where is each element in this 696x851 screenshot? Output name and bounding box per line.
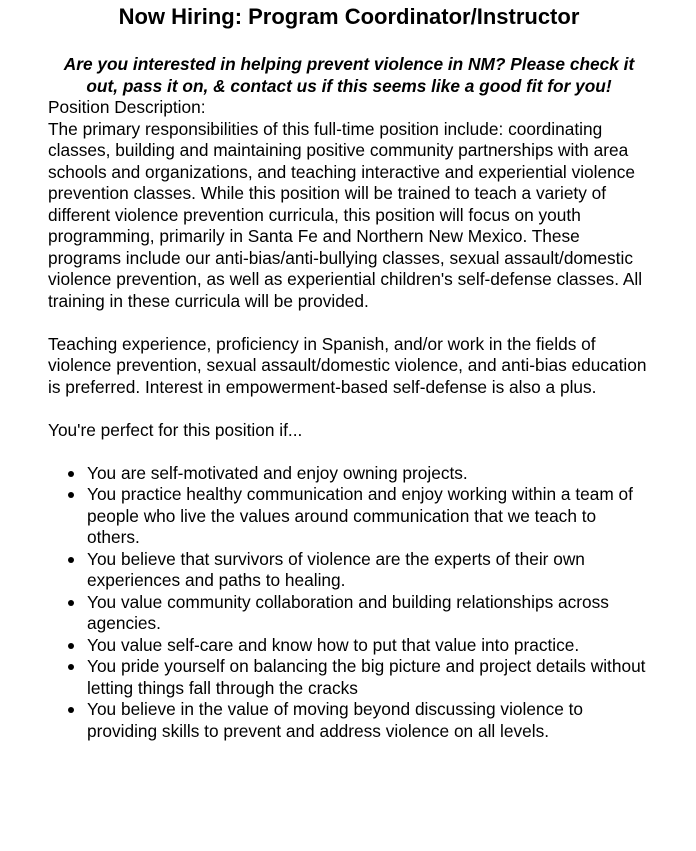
fit-list-item-text: You are self-motivated and enjoy owning projects. xyxy=(87,462,468,483)
fit-list-item-text: You believe in the value of moving beyond discussing violence to providing skills to prevent and address violence on all levels. xyxy=(87,699,584,741)
fit-list-item-text: You practice healthy communication and enjoy working within a team of people who live the values around communication that we teach to others. xyxy=(87,484,633,547)
fit-list-item-text: You pride yourself on balancing the big picture and project details without letting things fall through the cracks xyxy=(87,656,646,698)
fit-list-item-text: You believe that survivors of violence are the experts of their own experiences and paths to healing. xyxy=(87,548,585,590)
fit-list-item xyxy=(68,635,650,657)
fit-list-item xyxy=(68,656,650,699)
fit-list-item xyxy=(68,463,650,485)
fit-list xyxy=(48,463,650,743)
fit-list-item-text: You value community collaboration and building relationships across agencies. xyxy=(87,591,609,633)
fit-list-item xyxy=(68,549,650,592)
bullet-icon xyxy=(68,471,74,477)
bullet-icon xyxy=(68,557,74,563)
fit-heading: You're perfect for this position if... xyxy=(48,419,303,440)
bullet-icon xyxy=(68,664,74,670)
fit-list-item xyxy=(68,699,650,742)
position-description xyxy=(48,97,650,742)
fit-list-item xyxy=(68,592,650,635)
responsibilities-paragraph: The primary responsibilities of this full-time position include: coordinating classes, building and maintaining positive community partnerships with area schools and organizations, and teaching interactive and experiential violence prevention classes. While this position will be trained to teach a variety of different violence prevention curricula, this position will focus on youth programming, primarily in Santa Fe and Northern New Mexico. These programs include our anti-bias/anti-bullying classes, sexual assault/domestic violence prevention, as well as experiential children's self-defense classes. All training in these curricula will be provided. xyxy=(48,118,643,311)
bullet-icon xyxy=(68,492,74,498)
bullet-icon xyxy=(68,600,74,606)
bullet-icon xyxy=(68,707,74,713)
page-title: Now Hiring: Program Coordinator/Instructor xyxy=(118,4,580,29)
position-description-label: Position Description: xyxy=(48,97,206,117)
fit-list-item-text: You value self-care and know how to put that value into practice. xyxy=(87,634,580,655)
fit-list-item xyxy=(68,484,650,549)
intro-callout: Are you interested in helping prevent violence in NM? Please check it out, pass it on, & contact us if this seems like a good fit for you! xyxy=(63,54,635,96)
bullet-icon xyxy=(68,643,74,649)
preferred-qualifications-paragraph: Teaching experience, proficiency in Spanish, and/or work in the fields of violence prevention, sexual assault/domestic violence, and anti-bias education is preferred. Interest in empowerment-based self-defense is also a plus. xyxy=(48,333,647,397)
